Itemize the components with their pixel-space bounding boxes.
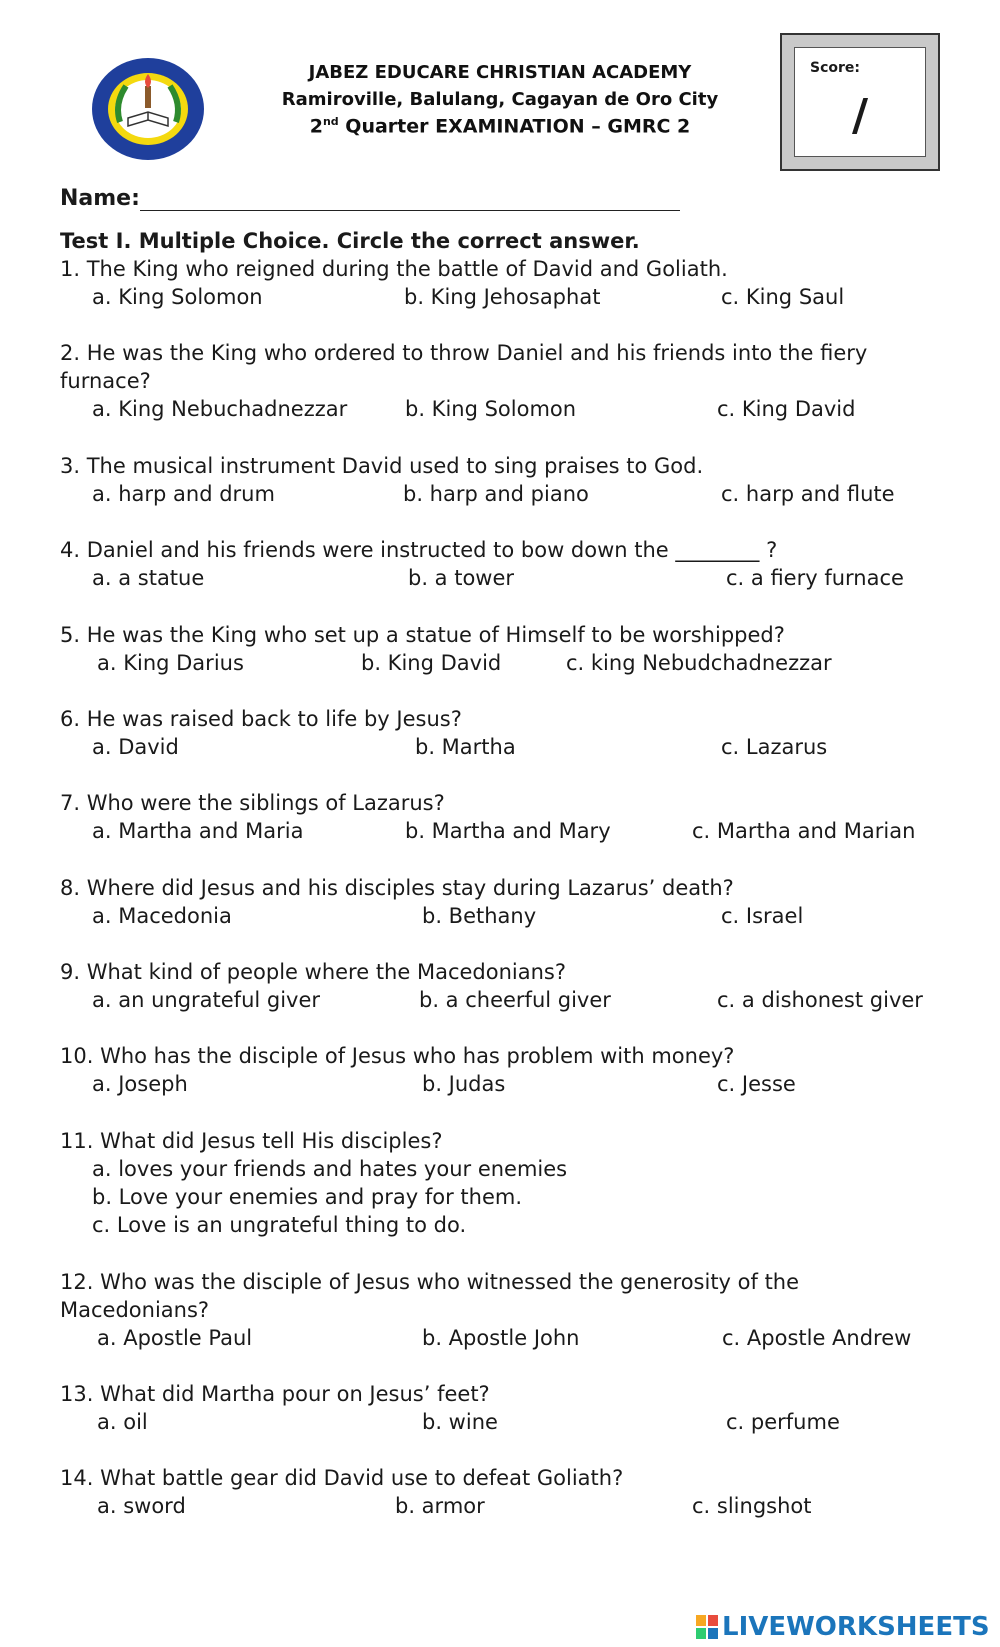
q13-choice-a[interactable]: a. oil	[97, 1410, 148, 1434]
test-instructions: Test I. Multiple Choice. Circle the correct answer.	[60, 229, 640, 253]
q12-choice-b[interactable]: b. Apostle John	[422, 1326, 580, 1350]
question-7: 7. Who were the siblings of Lazarus?	[60, 791, 445, 815]
question-2-cont: furnace?	[60, 369, 151, 393]
question-5: 5. He was the King who set up a statue of Himself to be worshipped?	[60, 623, 785, 647]
q6-choice-a[interactable]: a. David	[92, 735, 179, 759]
score-label: Score:	[810, 60, 860, 76]
q1-choice-c[interactable]: c. King Saul	[721, 285, 845, 309]
q11-choice-b[interactable]: b. Love your enemies and pray for them.	[92, 1185, 523, 1209]
q12-choice-c[interactable]: c. Apostle Andrew	[722, 1326, 912, 1350]
q4-choice-a[interactable]: a. a statue	[92, 566, 205, 590]
q10-choice-b[interactable]: b. Judas	[422, 1072, 506, 1096]
q7-choice-c[interactable]: c. Martha and Marian	[692, 819, 916, 843]
q7-choice-a[interactable]: a. Martha and Maria	[92, 819, 304, 843]
q10-choice-c[interactable]: c. Jesse	[717, 1072, 796, 1096]
q2-choice-b[interactable]: b. King Solomon	[405, 397, 577, 421]
q2-choice-a[interactable]: a. King Nebuchadnezzar	[92, 397, 348, 421]
exam-title-rest: Quarter EXAMINATION – GMRC 2	[338, 115, 691, 138]
question-14: 14. What battle gear did David use to defeat Goliath?	[60, 1466, 624, 1490]
question-8: 8. Where did Jesus and his disciples stay during Lazarus’ death?	[60, 876, 734, 900]
q1-choice-b[interactable]: b. King Jehosaphat	[404, 285, 601, 309]
question-10: 10. Who has the disciple of Jesus who has problem with money?	[60, 1044, 735, 1068]
liveworksheets-logo[interactable]	[696, 1612, 990, 1642]
school-address: Ramiroville, Balulang, Cagayan de Oro City	[281, 89, 719, 110]
question-3: 3. The musical instrument David used to sing praises to God.	[60, 454, 704, 478]
q8-choice-c[interactable]: c. Israel	[721, 904, 804, 928]
q13-choice-b[interactable]: b. wine	[422, 1410, 498, 1434]
score-slash: /	[851, 90, 869, 141]
q5-choice-a[interactable]: a. King Darius	[97, 651, 244, 675]
q3-choice-b[interactable]: b. harp and piano	[403, 482, 589, 506]
question-9: 9. What kind of people where the Macedonians?	[60, 960, 566, 984]
exam-ordinal-suffix: nd	[322, 115, 339, 128]
lw-icon-square-4	[708, 1628, 718, 1639]
q11-choice-a[interactable]: a. loves your friends and hates your enemies	[92, 1157, 568, 1181]
question-12: 12. Who was the disciple of Jesus who witnessed the generosity of the	[60, 1270, 800, 1294]
lw-icon-square-2	[708, 1615, 718, 1626]
q7-choice-b[interactable]: b. Martha and Mary	[405, 819, 611, 843]
q3-choice-c[interactable]: c. harp and flute	[721, 482, 895, 506]
q14-choice-b[interactable]: b. armor	[395, 1494, 485, 1518]
q5-choice-b[interactable]: b. King David	[361, 651, 502, 675]
q3-choice-a[interactable]: a. harp and drum	[92, 482, 275, 506]
q14-choice-a[interactable]: a. sword	[97, 1494, 186, 1518]
name-input-line[interactable]	[140, 210, 680, 211]
q5-choice-c[interactable]: c. king Nebudchadnezzar	[566, 651, 832, 675]
score-inner	[794, 47, 926, 157]
question-4: 4. Daniel and his friends were instructed to bow down the ________ ?	[60, 538, 778, 562]
school-name: JABEZ EDUCARE CHRISTIAN ACADEMY	[308, 62, 692, 83]
score-box	[780, 33, 940, 171]
liveworksheets-icon	[696, 1615, 718, 1639]
q8-choice-a[interactable]: a. Macedonia	[92, 904, 232, 928]
q2-choice-c[interactable]: c. King David	[717, 397, 856, 421]
question-13: 13. What did Martha pour on Jesus’ feet?	[60, 1382, 490, 1406]
q11-choice-c[interactable]: c. Love is an ungrateful thing to do.	[92, 1213, 467, 1237]
q14-choice-c[interactable]: c. slingshot	[692, 1494, 812, 1518]
q8-choice-b[interactable]: b. Bethany	[422, 904, 537, 928]
question-11: 11. What did Jesus tell His disciples?	[60, 1129, 443, 1153]
q1-choice-a[interactable]: a. King Solomon	[92, 285, 263, 309]
lw-icon-square-3	[696, 1628, 706, 1639]
q9-choice-c[interactable]: c. a dishonest giver	[717, 988, 923, 1012]
q12-choice-a[interactable]: a. Apostle Paul	[97, 1326, 253, 1350]
q4-choice-b[interactable]: b. a tower	[408, 566, 515, 590]
question-6: 6. He was raised back to life by Jesus?	[60, 707, 462, 731]
liveworksheets-brand-text: LIVEWORKSHEETS	[722, 1612, 990, 1642]
q4-choice-c[interactable]: c. a fiery furnace	[726, 566, 904, 590]
question-2: 2. He was the King who ordered to throw Daniel and his friends into the fiery	[60, 341, 868, 365]
question-12-cont: Macedonians?	[60, 1298, 210, 1322]
q10-choice-a[interactable]: a. Joseph	[92, 1072, 188, 1096]
exam-ordinal: 2	[309, 115, 323, 138]
q6-choice-c[interactable]: c. Lazarus	[721, 735, 828, 759]
q9-choice-a[interactable]: a. an ungrateful giver	[92, 988, 321, 1012]
lw-icon-square-1	[696, 1615, 706, 1626]
q9-choice-b[interactable]: b. a cheerful giver	[419, 988, 611, 1012]
q13-choice-c[interactable]: c. perfume	[726, 1410, 840, 1434]
name-label: Name:	[60, 186, 140, 211]
q6-choice-b[interactable]: b. Martha	[415, 735, 516, 759]
question-1: 1. The King who reigned during the battle of David and Goliath.	[60, 257, 728, 281]
